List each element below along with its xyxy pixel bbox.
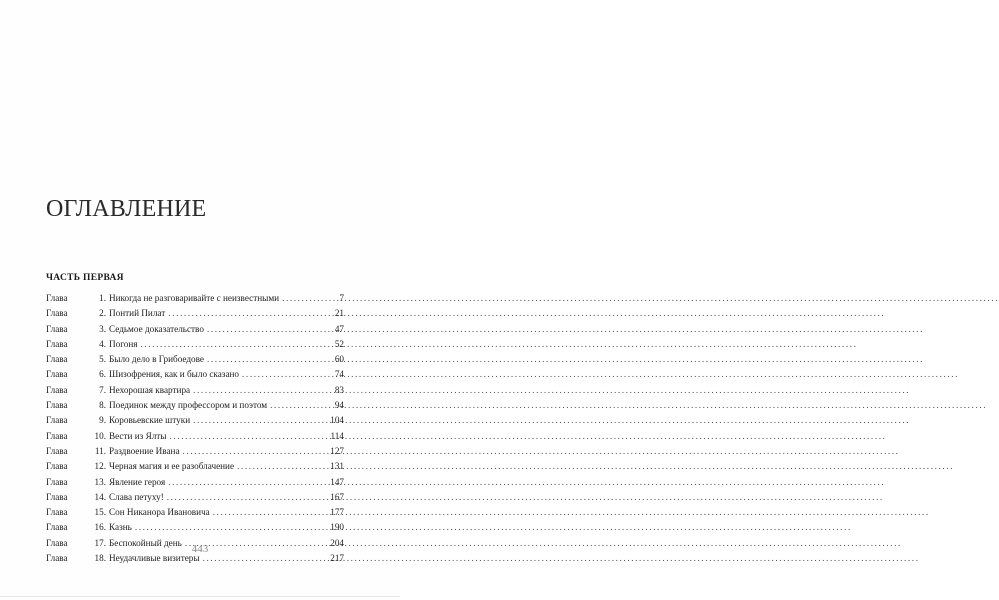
dot-leader [204,352,335,367]
toc-entry [46,367,344,382]
page-number: 443 [191,543,209,555]
dot-leader [234,459,330,474]
chapter-number: 8. [99,400,106,411]
chapter-page-number: 74 [334,369,344,380]
chapter-word: Глава [46,430,68,441]
chapter-word: Глава [46,537,68,548]
chapter-number: 17. [94,537,106,548]
chapter-page-number: 60 [334,354,344,365]
chapter-title: Раздвоение Ивана [109,445,180,456]
chapter-title: Черная магия и ее разоблачение [109,461,235,472]
table-of-contents [46,291,344,566]
chapter-number: 2. [99,308,106,319]
dot-leader [167,429,331,444]
chapter-title: Поединок между профессором и поэтом [109,400,268,411]
chapter-number: 4. [99,338,106,349]
toc-entry [46,398,344,413]
toc-entry [46,291,344,306]
chapter-page-number: 52 [334,338,344,349]
toc-entry [46,413,344,428]
chapter-word: Глава [46,415,68,426]
chapter-page-number: 21 [334,308,344,319]
chapter-title: Казнь [109,522,132,533]
page-edge-divider [0,596,400,597]
dot-leader [164,490,330,505]
chapter-word: Глава [46,522,68,533]
chapter-title: Явление героя [109,476,166,487]
chapter-title: Сон Никанора Ивановича [109,507,210,518]
chapter-number: 14. [94,491,106,502]
chapter-title: Нехорошая квартира [109,384,191,395]
chapter-title: Слава петуху! [109,491,164,502]
chapter-title: Никогда не разговаривайте с неизвестными [109,293,280,303]
dot-leader [132,520,330,535]
toc-entry [46,475,344,490]
chapter-number: 9. [99,415,106,426]
dot-leader [138,337,335,352]
chapter-number: 1. [99,293,106,303]
part-title: ЧАСТЬ ПЕРВАЯ [46,273,124,283]
chapter-number: 6. [99,369,106,380]
chapter-page-number: 190 [330,522,344,533]
chapter-word: Глава [46,338,68,349]
chapter-page-number: 83 [334,384,344,395]
chapter-word: Глава [46,323,68,334]
chapter-number: 11. [94,445,106,456]
dot-leader [190,383,335,398]
chapter-word: Глава [46,400,68,411]
chapter-page-number: 127 [330,445,344,456]
chapter-word: Глава [46,384,68,395]
dot-leader [210,505,330,520]
chapter-word: Глава [46,476,68,487]
chapter-number: 18. [94,553,106,564]
chapter-page-number: 167 [330,491,344,502]
chapter-page-number: 147 [330,476,344,487]
chapter-number: 3. [99,323,106,334]
book-page [0,0,400,600]
chapter-page-number: 47 [334,323,344,334]
chapter-word: Глава [46,308,68,319]
chapter-word: Глава [46,491,68,502]
chapter-title: Неудачливые визитеры [109,553,200,564]
chapter-word: Глава [46,553,68,564]
chapter-word: Глава [46,445,68,456]
chapter-number: 15. [94,507,106,518]
chapter-word: Глава [46,293,68,303]
toc-entry [46,306,344,321]
dot-leader [204,322,335,337]
chapter-page-number: 131 [330,461,344,472]
chapter-number: 10. [94,430,106,441]
toc-entry [46,520,344,535]
chapter-number: 16. [94,522,106,533]
toc-entry [46,444,344,459]
toc-entry [46,352,344,367]
chapter-page-number: 114 [330,430,344,441]
toc-entry [46,429,344,444]
toc-entry [46,459,344,474]
dot-leader [165,475,330,490]
page-title: ОГЛАВЛЕНИЕ [46,196,207,222]
chapter-page-number: 217 [330,553,344,564]
chapter-title: Понтий Пилат [109,308,166,319]
chapter-number: 13. [94,476,106,487]
chapter-word: Глава [46,369,68,380]
toc-entry [46,322,344,337]
toc-entry [46,383,344,398]
chapter-title: Коровьевские штуки [109,415,191,426]
chapter-page-number: 177 [330,507,344,518]
dot-leader [279,291,339,306]
chapter-page-number: 104 [330,415,344,426]
chapter-number: 5. [99,354,106,365]
chapter-title: Вести из Ялты [109,430,167,441]
chapter-word: Глава [46,354,68,365]
dot-leader [180,444,331,459]
chapter-word: Глава [46,507,68,518]
toc-entry [46,490,344,505]
chapter-number: 7. [99,384,106,395]
dot-leader [190,413,330,428]
chapter-page-number: 204 [330,537,344,548]
dot-leader [267,398,335,413]
chapter-page-number: 7 [339,293,344,303]
chapter-page-number: 94 [334,400,344,411]
chapter-title: Погоня [109,338,138,349]
chapter-number: 12. [94,461,106,472]
chapter-word: Глава [46,461,68,472]
chapter-title: Было дело в Грибоедове [109,354,204,365]
toc-entry [46,337,344,352]
chapter-title: Седьмое доказательство [109,323,204,334]
chapter-title: Беспокойный день [109,537,182,548]
dot-leader [165,306,335,321]
chapter-title: Шизофрения, как и было сказано [109,369,240,380]
dot-leader [239,367,335,382]
toc-entry [46,505,344,520]
